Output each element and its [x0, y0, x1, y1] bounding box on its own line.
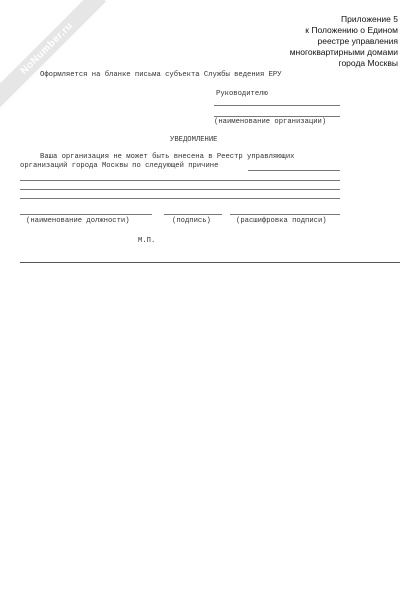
decoding-line — [230, 214, 340, 215]
signature-caption: (подпись) — [172, 217, 211, 225]
reason-line — [20, 198, 340, 199]
recipient-line — [214, 105, 340, 106]
annex-header — [228, 14, 398, 69]
org-name-caption: (наименование организации) — [214, 118, 327, 126]
body-line-2: организаций города Москвы по следующей причине — [20, 162, 219, 170]
annex-line: Приложение 5 — [341, 14, 398, 24]
body-line-1: Ваша организация не может быть внесена в Реестр управляющих — [40, 153, 295, 161]
watermark: NoNumber.ru — [0, 0, 106, 108]
position-caption: (наименование должности) — [26, 217, 130, 225]
annex-line: к Положению о Едином — [305, 25, 398, 35]
annex-line: многоквартирными домами — [289, 47, 398, 57]
position-line — [20, 214, 152, 215]
reason-line-inline — [248, 170, 340, 171]
recipient-org-line — [214, 116, 340, 117]
footer-rule — [20, 262, 400, 263]
letterhead-note: Оформляется на бланке письма субъекта Службы ведения ЕРУ — [40, 71, 282, 79]
decoding-caption: (расшифровка подписи) — [236, 217, 327, 225]
reason-line — [20, 180, 340, 181]
signature-line — [164, 214, 222, 215]
recipient-label: Руководителю — [216, 90, 268, 98]
notice-title: УВЕДОМЛЕНИЕ — [170, 136, 218, 144]
reason-line — [20, 189, 340, 190]
stamp-place: М.П. — [138, 237, 156, 245]
annex-line: города Москвы — [338, 58, 398, 68]
annex-line: реестре управления — [317, 36, 398, 46]
